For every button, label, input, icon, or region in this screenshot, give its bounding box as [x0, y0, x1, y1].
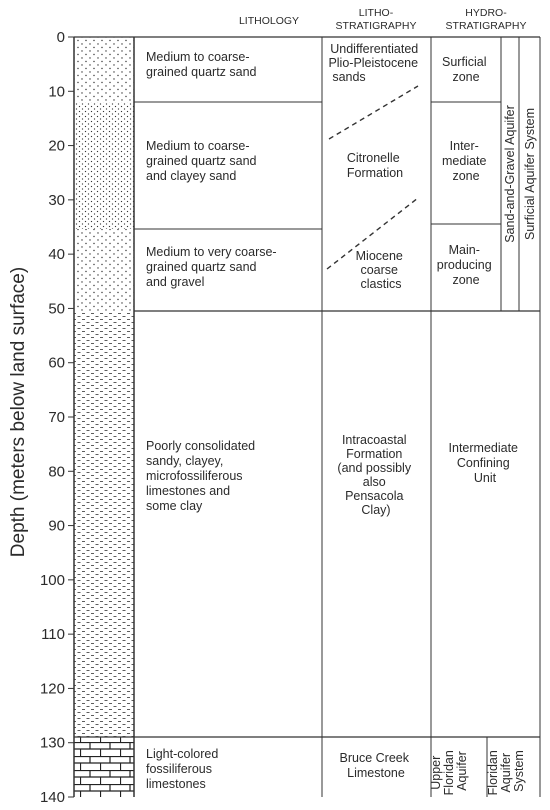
- depth-tick-label: 120: [39, 680, 65, 698]
- litho-unit-citronelle: Citronelle Formation: [346, 151, 404, 180]
- depth-tick-label: 60: [48, 354, 65, 372]
- litho-unit-bruce-creek: Bruce Creek Limestone: [339, 751, 409, 780]
- pattern-limestone-clay: [74, 311, 134, 737]
- lithology-unit-3: Medium to very coarse- grained quartz sand and gravel: [146, 245, 277, 289]
- depth-axis-ticks: [40, 29, 74, 806]
- header-litho-line1: LITHO-: [358, 7, 394, 19]
- litho-unit-plio-pleistocene: Undifferentiated Plio-Pleistocene sands: [328, 42, 419, 84]
- hydrostratigraphy-units: [429, 55, 537, 795]
- header-hydro-line1: HYDRO-: [465, 7, 507, 19]
- hydro-surficial-aquifer-system: Surficial Aquifer System: [523, 108, 537, 240]
- lithostratigraphy-units: [328, 42, 421, 780]
- lithology-pattern-column: [74, 37, 134, 797]
- depth-tick-label: 20: [48, 137, 65, 155]
- hydro-main-producing-zone: Main- producing zone: [436, 243, 492, 287]
- depth-tick-label: 50: [48, 300, 65, 318]
- hydro-sand-and-gravel-aquifer: Sand-and-Gravel Aquifer: [503, 105, 517, 243]
- column-headers: [239, 7, 527, 32]
- litho-unit-intracoastal: Intracoastal Formation (and possibly also Pensacola Clay): [337, 433, 412, 517]
- litho-unit-miocene: Miocene coarse clastics: [355, 249, 403, 291]
- pattern-limestone: [74, 737, 134, 797]
- lithology-unit-5: Light-colored fossiliferous limestones: [146, 747, 219, 791]
- header-hydro-line2: STRATIGRAPHY: [445, 20, 527, 32]
- pattern-clayey-sand: [74, 102, 134, 229]
- hydro-intermediate-zone: Inter- mediate zone: [442, 139, 487, 183]
- lithology-descriptions: [146, 50, 280, 791]
- depth-tick-label: 130: [39, 734, 65, 752]
- depth-tick-label: 40: [48, 246, 65, 264]
- hydro-surficial-zone: Surficial zone: [442, 55, 487, 84]
- depth-tick-label: 30: [48, 191, 65, 209]
- header-lithology: LITHOLOGY: [238, 15, 300, 27]
- pattern-gravel: [74, 229, 134, 311]
- depth-tick-label: 100: [39, 571, 65, 589]
- header-litho-line2: STRATIGRAPHY: [335, 20, 417, 32]
- pattern-sand: [74, 37, 134, 102]
- hydro-upper-floridan-aquifer: Upper Floridan Aquifer: [429, 750, 469, 796]
- hydro-floridan-aquifer-system: Floridan Aquifer System: [486, 750, 526, 796]
- lithology-unit-1: Medium to coarse- grained quartz sand: [146, 50, 257, 79]
- depth-tick-label: 110: [41, 626, 65, 644]
- depth-tick-label: 70: [48, 409, 65, 426]
- depth-tick-label: 90: [48, 517, 65, 535]
- depth-tick-label: 0: [56, 29, 65, 46]
- lithology-unit-2: Medium to coarse- grained quartz sand and clayey sand: [146, 139, 257, 183]
- depth-axis-label: Depth (meters below land surface): [8, 266, 29, 558]
- depth-tick-label: 10: [48, 83, 65, 101]
- lithology-unit-4: Poorly consolidated sandy, clayey, microfossiliferous limestones and some clay: [146, 439, 256, 513]
- depth-tick-label: 140: [39, 789, 65, 806]
- depth-axis: [8, 29, 74, 806]
- depth-tick-label: 80: [48, 463, 65, 481]
- hydro-intermediate-confining-unit: Intermediate Confining Unit: [448, 441, 518, 485]
